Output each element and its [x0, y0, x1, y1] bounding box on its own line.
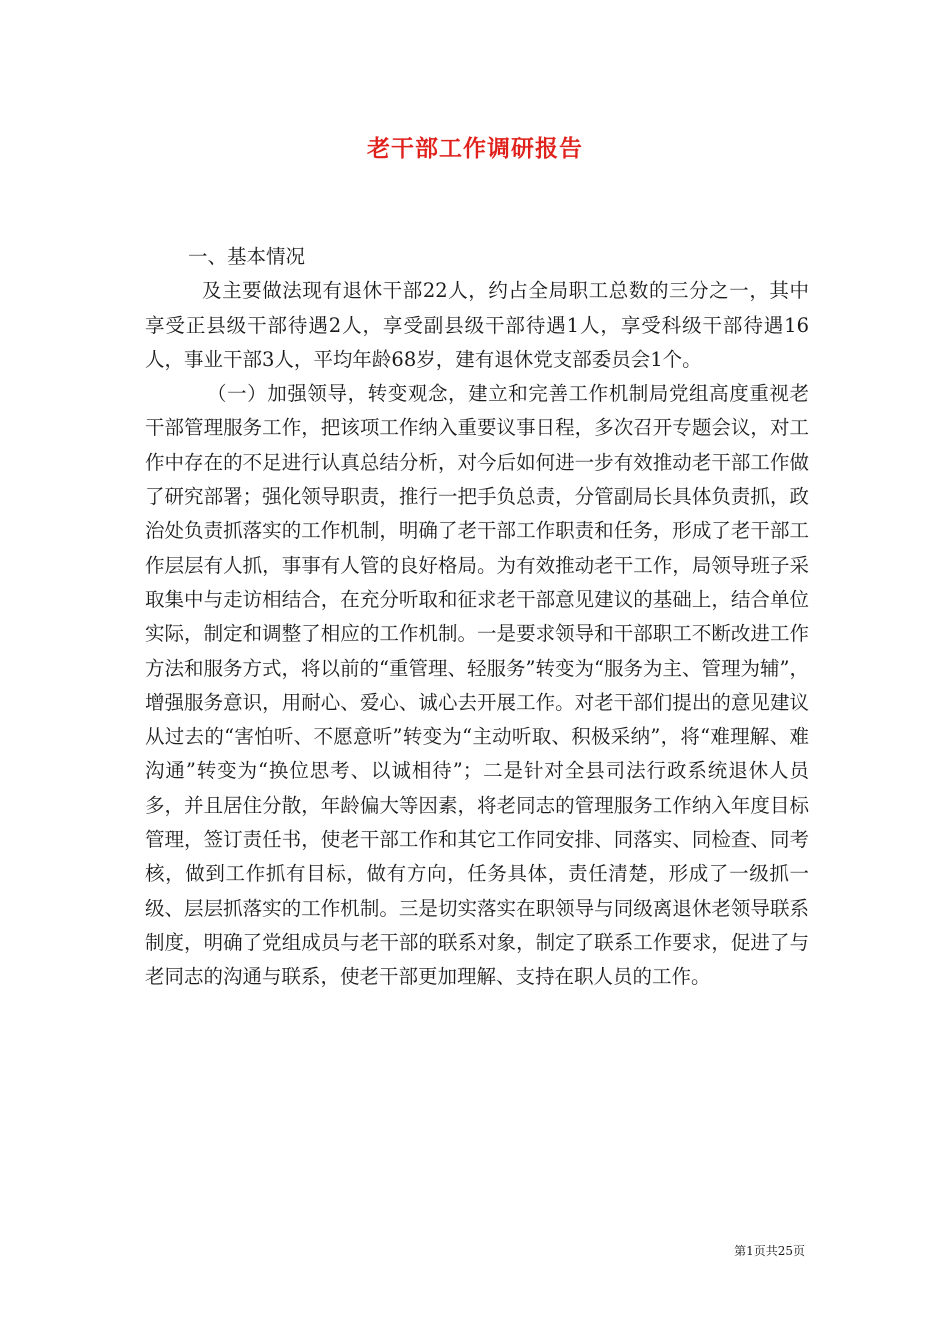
section-heading: 一、基本情况	[188, 245, 306, 268]
document-title: 老干部工作调研报告	[367, 135, 583, 162]
paragraph-basic-info: 及主要做法现有退休干部22人，约占全局职工总数的三分之一，其中享受正县级干部待遇2人，享受副县级干部待遇1人，享受科级干部待遇16人，事业干部3人，平均年龄68岁，建有退休党支部委员会1个。	[145, 279, 809, 371]
paragraph-leadership: （一）加强领导，转变观念，建立和完善工作机制局党组高度重视老干部管理服务工作，把该项工作纳入重要议事日程，多次召开专题会议，对工作中存在的不足进行认真总结分析，对今后如何进一步有效推动老干部工作做了研究部署；强化领导职责，推行一把手负总责，分管副局长具体负责抓，政治处负责抓落实的工作机制，明确了老干部工作职责和任务，形成了老干部工作层层有人抓，事事有人管的良好格局。为有效推动老干工作，局领导班子采取集中与走访相结合，在充分听取和征求老干部意见建议的基础上，结合单位实际，制定和调整了相应的工作机制。一是要求领导和干部职工不断改进工作方法和服务方式，将以前的“重管理、轻服务”转变为“服务为主、管理为辅”，增强服务意识，用耐心、爱心、诚心去开展工作。对老干部们提出的意见建议从过去的“害怕听、不愿意听”转变为“主动听取、积极采纳”，将“难理解、难沟通”转变为“换位思考、以诚相待”；二是针对全县司法行政系统退休人员多，并且居住分散，年龄偏大等因素，将老同志的管理服务工作纳入年度目标管理，签订责任书，使老干部工作和其它工作同安排、同落实、同检查、同考核，做到工作抓有目标，做有方向，任务具体，责任清楚，形成了一级抓一级、层层抓落实的工作机制。三是切实落实在职领导与同级离退休老领导联系制度，明确了党组成员与老干部的联系对象，制定了联系工作要求，促进了与老同志的沟通与联系，使老干部更加理解、支持在职人员的工作。	[145, 382, 809, 989]
document-body	[145, 240, 809, 995]
page-number: 第1页共25页	[734, 1244, 805, 1258]
